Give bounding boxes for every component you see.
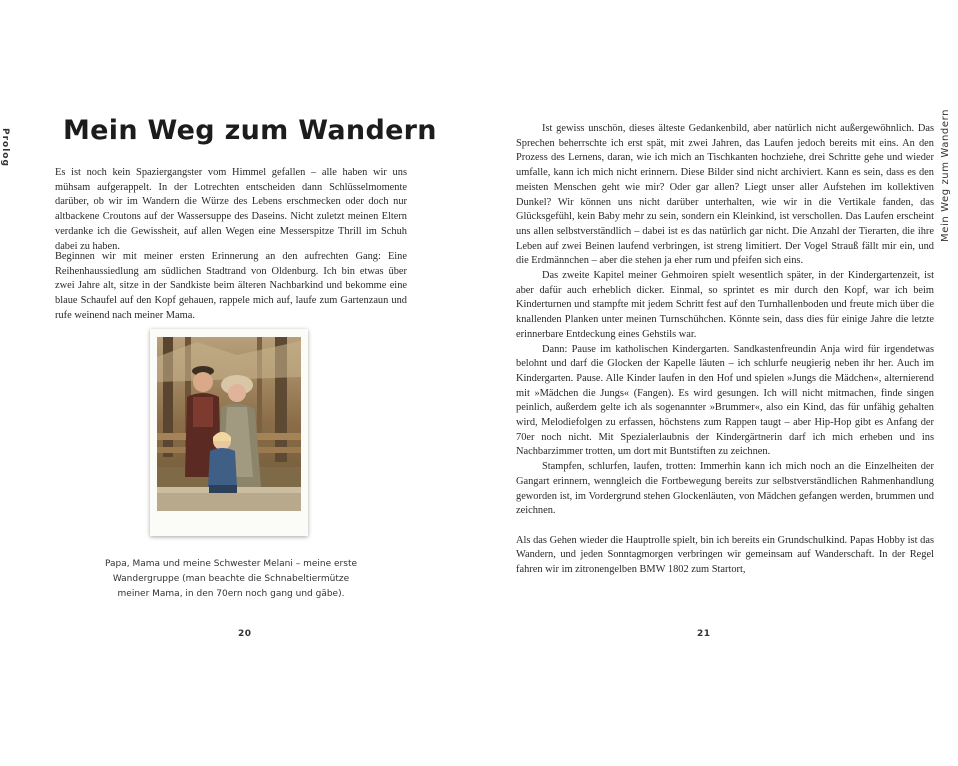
right-paragraph-1: Ist gewiss unschön, dieses älteste Gedankenbild, aber natürlich nicht außergewöhnlich. Das Sprechen beherrschte ich erst spät, mit zwei Jahren, das Laufen jedoch bereits mit eins. An den Prozess des Lernens, daran, wie ich mich an Tischkanten hochziehe, drei Schritte gehe und wieder umfalle, kann ich mich nicht erinnern. Diese Bilder sind nicht archiviert. Kann es sein, dass es den meisten Menschen geht wie mir? Oder gar allen? Liegt unser aller Aufstehen im kollektiven Dunkel? Wir können uns nicht darüber unterhalten, wie wir in die Vertikale fanden, das Glücksgefühl, kein Baby mehr zu sein, sondern ein Kleinkind, ist verschollen. Das Laufen erscheint uns allen selbstverständlich – dabei ist es das natürlich gar nicht. Die Anzahl der Tierarten, die ihre Leben auf zwei Beinen laufend verbringen, ist streng limitiert. Der Vogel Strauß fällt mir ein, und die Erdmännchen – aber die stehen ja eher rum und pfeifen sich eins. [516,123,934,267]
left-paragraph-1: Es ist noch kein Spaziergangster vom Himmel gefallen – alle haben wir uns mühsam aufgerappelt. In der Lotrechten entscheiden dann Schlüsselmomente darüber, ob wir im Wandern die Würze des Lebens erschmecken oder doch nur altbackene Croutons auf der Wassersuppe des Daseins. Nicht zuletzt meinen Eltern verdanke ich die Gewissheit, auf allen Wegen eine Messerspitze Thrill im Schuh dabei zu haben. [55,167,407,252]
right-paragraph-2: Das zweite Kapitel meiner Gehmoiren spielt wesentlich später, in der Kindergartenzeit, ist aber dafür auch erheblich dicker. Einmal, so sprintet es mir durch den Kopf, war ich beim Kinderturnen und stampfte mit jedem Schritt fest auf den Turnhallenboden und freute mich über die knallenden Planken unter meinen Turnschühchen. Könnte sein, dass dies für einige Jahre die letzte erinnerbare Entdeckung eines Gehstils war. [516,270,934,340]
photo-caption: Papa, Mama und meine Schwester Melani – meine erste Wandergruppe (man beachte die Schnabeltiermütze meiner Mama, in den 70ern noch gang und gäbe). [104,559,358,599]
page-number-left: 20 [238,629,252,639]
right-body-text [516,122,934,578]
right-paragraph-3: Dann: Pause im katholischen Kindergarten. Sandkastenfreundin Anja wird für irgendetwas belohnt und darf die Glocken der Kapelle läuten – ich schlurfe neugierig neben ihr her. Auch im Kindergarten. Pause. Alle Kinder laufen in den Hof und spielen »Jungs die Mädchen«, alternierend mit »Mädchen die Jungs« (Fangen). Es wird gesungen. Ich will nicht mitmachen, finde singen peinlich, außerdem gelte ich als sogenannter »Brummer«, also ein Kind, das für unfähig gehalten wird, Melodiefolgen zu erfassen, höchstens zum Rappen taugt – aber Hip-Hop gibt es Anfang der 70er noch nicht. Mit Spezialerlaubnis der Kindergärtnerin darf ich mich erheben und ins Nachbarzimmer trotten, um dort mit Buntstiften zu zeichnen. [516,343,934,458]
running-head-left: Prolog [0,128,10,167]
family-photo [150,329,308,536]
chapter-title: Mein Weg zum Wandern [63,115,437,146]
right-page [479,0,958,766]
page-number-right: 21 [697,629,711,639]
right-paragraph-4: Stampfen, schlurfen, laufen, trotten: Immerhin kann ich mich noch an die Einzelheiten der Gangart erinnern, wenngleich die Fortbewegung bereits zur selbstverständlichen Rahmenhandlung geworden ist, im Vordergrund stehen Glockenläuten, von Mädchen gefangen werden, brummen und zeichnen. [516,461,934,517]
right-closing-paragraph: Als das Gehen wieder die Hauptrolle spielt, bin ich bereits ein Grundschulkind. Papas Hobby ist das Wandern, und jeden Sonntagmorgen verbringen wir gemeinsam auf Wanderschaft. In der Regel fahren wir im zitronengelben BMW 1802 zum Startort, [516,534,934,576]
left-paragraph-2: Beginnen wir mit meiner ersten Erinnerung an den aufrechten Gang: Eine Reihenhaussiedlung am südlichen Stadtrand von Oldenburg. Ich bin etwas über zwei Jahre alt, sitze in der Sandkiste beim älteren Nachbarkind und bekomme eine blaue Schaufel auf den Kopf gehauen, rappele mich auf, laufe zum Gartenzaun und rufe weinend nach meiner Mama. [55,251,407,321]
family-photo-image [157,337,301,511]
running-head-right: Mein Weg zum Wandern [940,108,951,242]
